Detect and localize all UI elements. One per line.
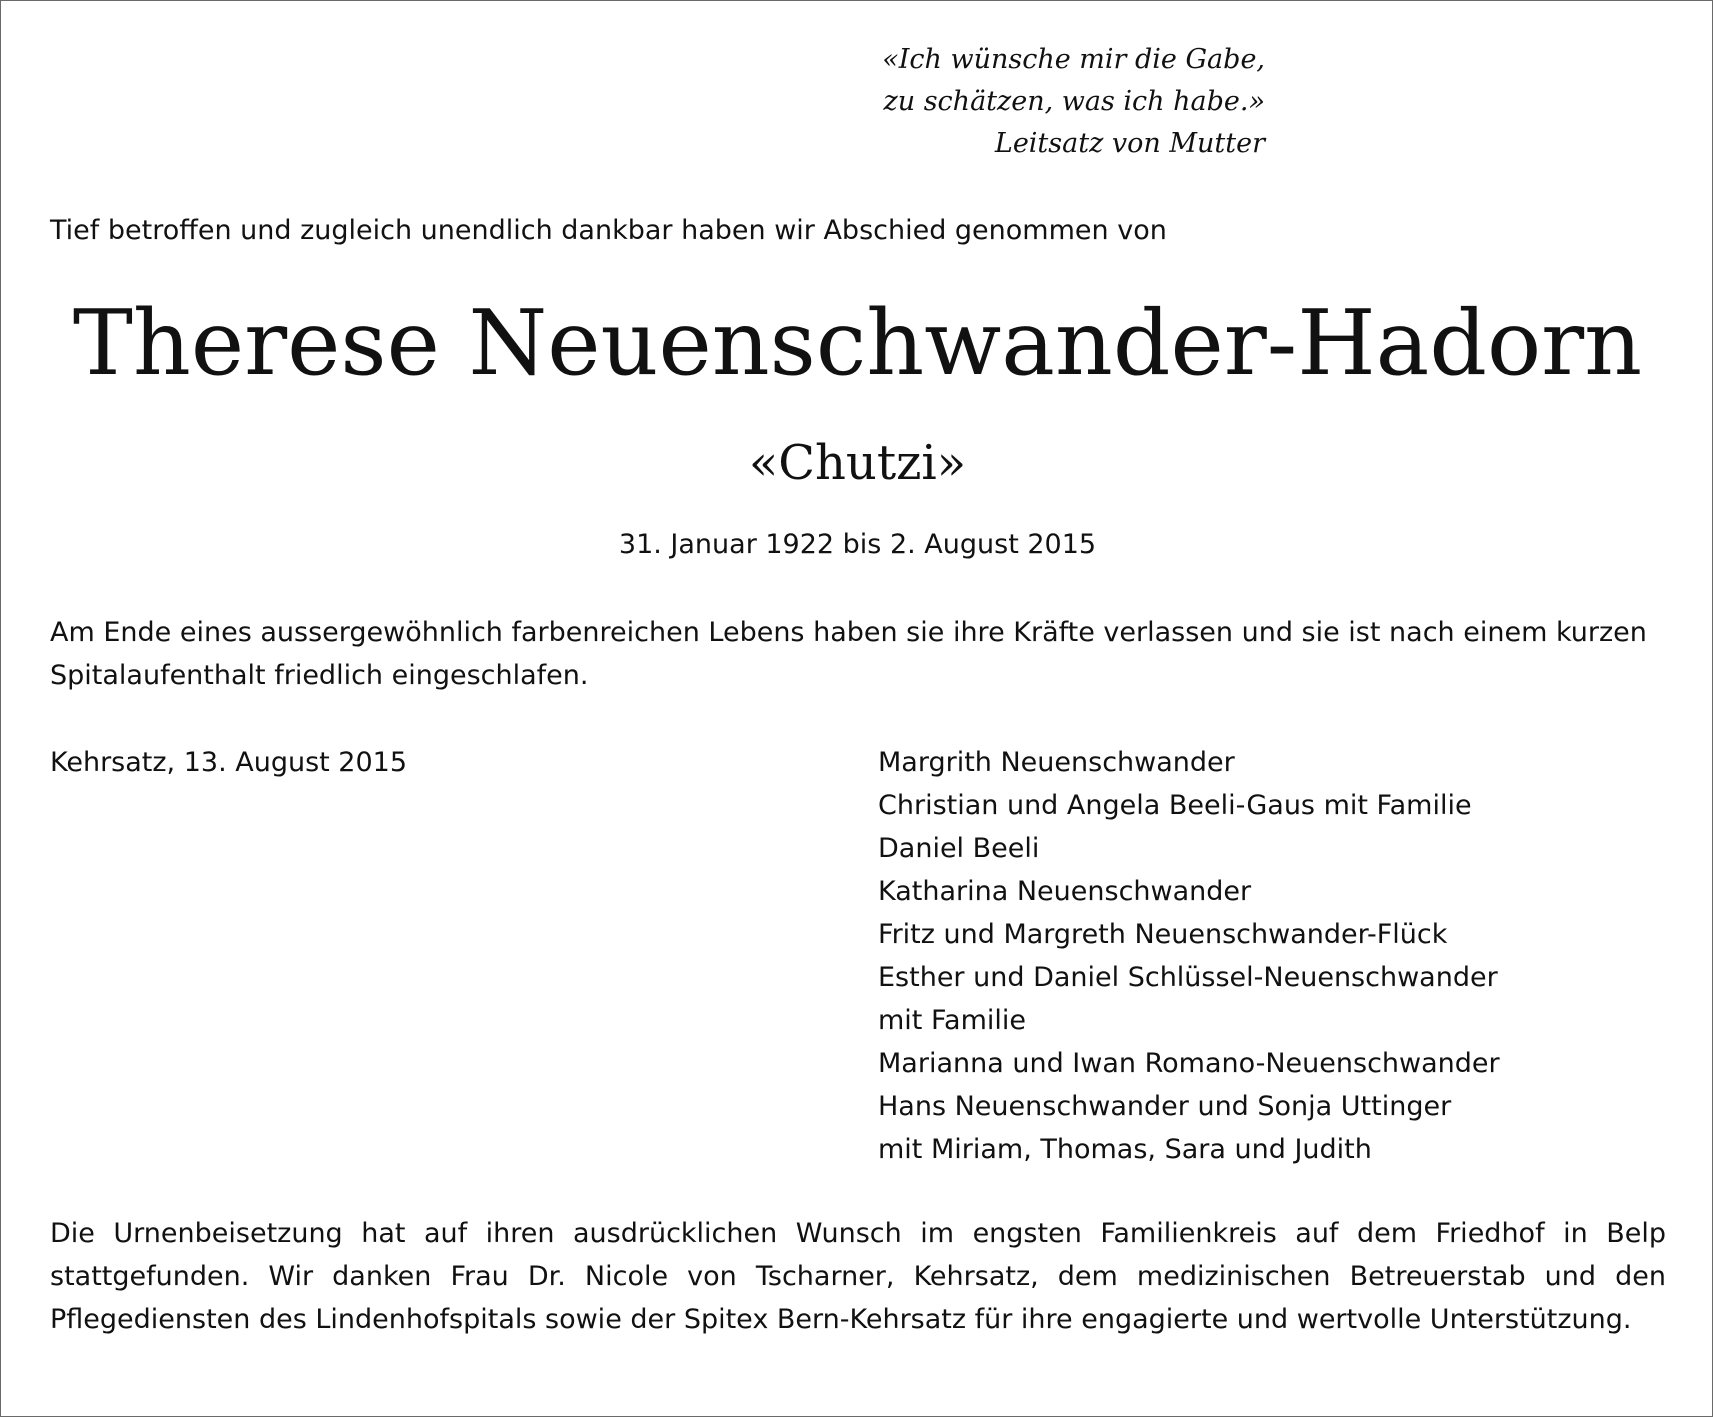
mourners-list — [878, 741, 1500, 1171]
place-and-date: Kehrsatz, 13. August 2015 — [50, 747, 408, 778]
motto-line-2: zu schätzen, was ich habe.» — [883, 86, 1265, 117]
mourner-line: Daniel Beeli — [878, 833, 1040, 864]
mourner-line: Katharina Neuenschwander — [878, 876, 1252, 907]
motto-quote — [882, 39, 1265, 165]
intro-text: Tief betroffen und zugleich unendlich dankbar haben wir Abschied genommen von — [50, 215, 1167, 246]
mourner-line: Esther und Daniel Schlüssel-Neuenschwander — [878, 962, 1498, 993]
mourner-line: mit Familie — [878, 1005, 1026, 1036]
mourner-line: Christian und Angela Beeli-Gaus mit Familie — [878, 790, 1472, 821]
mourner-line: Margrith Neuenschwander — [878, 747, 1235, 778]
mourner-line: Fritz und Margreth Neuenschwander-Flück — [878, 919, 1448, 950]
announcement-paragraph: Am Ende eines aussergewöhnlich farbenreichen Lebens haben sie ihre Kräfte verlassen und sie ist nach einem kurzen Spitalaufenthalt friedlich eingeschlafen. — [50, 617, 1647, 691]
deceased-name: Therese Neuenschwander-Hadorn — [72, 291, 1643, 396]
motto-attribution: Leitsatz von Mutter — [994, 128, 1265, 159]
life-dates: 31. Januar 1922 bis 2. August 2015 — [618, 529, 1097, 560]
mourner-line: Marianna und Iwan Romano-Neuenschwander — [878, 1048, 1500, 1079]
mourner-line: Hans Neuenschwander und Sonja Uttinger — [878, 1091, 1452, 1122]
deceased-nickname: «Chutzi» — [748, 435, 967, 491]
burial-and-thanks-paragraph: Die Urnenbeisetzung hat auf ihren ausdrücklichen Wunsch im engsten Familienkreis auf dem Friedhof in Belp stattgefunden. Wir danken Frau Dr. Nicole von Tscharner, Kehrsatz, dem medizinischen Betreuerstab und den Pflegediensten des Lindenhofspitals sowie der Spitex Bern-Kehrsatz für ihre engagierte und wertvolle Unterstützung. — [50, 1218, 1666, 1335]
mourner-line: mit Miriam, Thomas, Sara und Judith — [878, 1134, 1372, 1165]
motto-line-1: «Ich wünsche mir die Gabe, — [882, 44, 1265, 75]
